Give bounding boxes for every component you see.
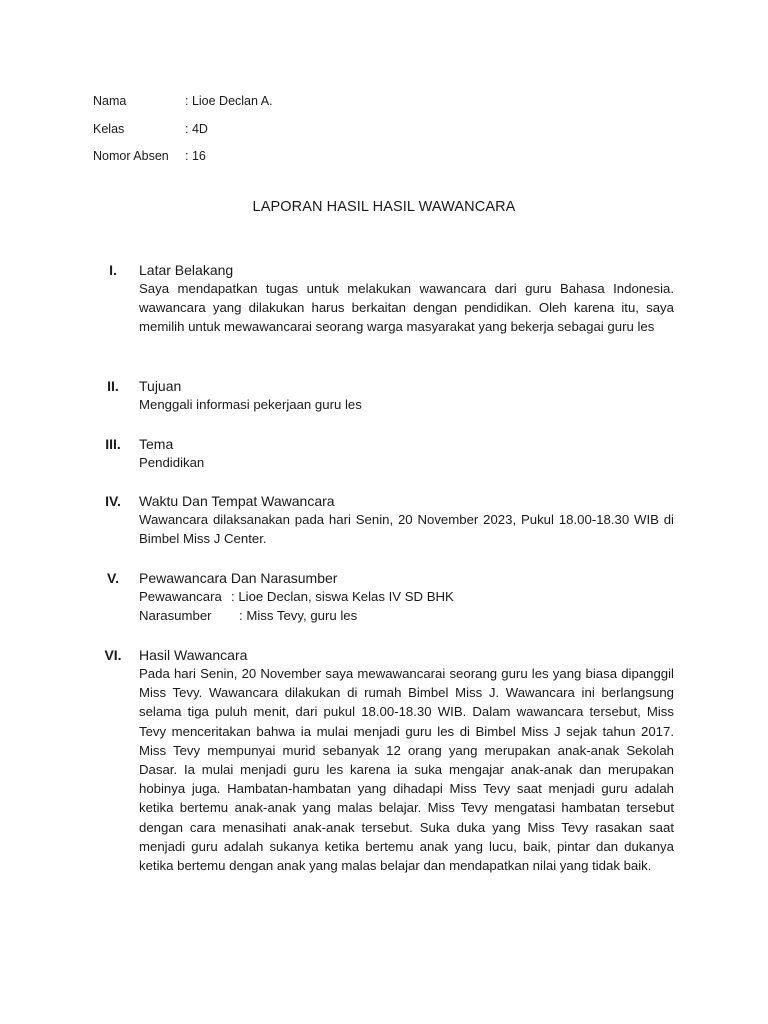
section-participants [93, 568, 674, 628]
participant-value: : Lioe Declan, siswa Kelas IV SD BHK [231, 589, 454, 604]
identity-label: Nomor Absen [93, 149, 169, 163]
section-number: III. [105, 436, 121, 452]
section-body: Wawancara dilaksanakan pada hari Senin, 20 November 2023, Pukul 18.00-18.30 WIB di Bimbel Miss J Center. [139, 512, 674, 547]
section-heading: Tema [139, 436, 174, 452]
section-number: I. [109, 262, 117, 278]
participant-label: Narasumber [139, 608, 212, 624]
section-heading: Hasil Wawancara [139, 647, 248, 663]
student-identity [93, 88, 273, 171]
participant-value: : Miss Tevy, guru les [239, 608, 358, 624]
section-background [93, 260, 674, 360]
section-interview-result [93, 645, 674, 905]
identity-value: : 16 [185, 149, 206, 163]
section-heading: Tujuan [139, 378, 182, 394]
section-time-place [93, 491, 674, 551]
identity-row-number [93, 143, 273, 171]
section-heading: Latar Belakang [139, 262, 234, 278]
section-theme [93, 434, 674, 474]
section-body: Pendidikan [139, 455, 205, 470]
identity-row-name [93, 88, 273, 116]
section-number: VI. [104, 647, 122, 663]
identity-value: : Lioe Declan A. [185, 94, 273, 108]
section-body: Saya mendapatkan tugas untuk melakukan wawancara dari guru Bahasa Indonesia. wawancara yang dilakukan harus berkaitan dengan pendidikan. Oleh karena itu, saya memilih untuk mewawancarai seorang warga masyarakat yang bekerja sebagai guru les [139, 281, 674, 335]
section-number: V. [107, 570, 119, 586]
identity-row-class [93, 116, 273, 144]
report-title: LAPORAN HASIL HASIL WAWANCARA [252, 199, 516, 215]
section-body: Pada hari Senin, 20 November saya mewawancarai seorang guru les yang biasa dipanggil Miss Tevy. Wawancara dilakukan di rumah Bimbel Miss J. Wawancara ini berlangsung selama tiga puluh menit, dari pukul 18.00-18.30 WIB. Dalam wawancara tersebut, Miss Tevy menceritakan bahwa ia mulai menjadi guru les di Bimbel Miss J sejak tahun 2017. Miss Tevy mempunyai murid sebanyak 12 orang yang merupakan anak-anak Sekolah Dasar. Ia mulai menjadi guru les karena ia suka mengajar anak-anak dan merupakan hobinya juga. Hambatan-hambatan yang dihadapi Miss Tevy saat menjadi guru adalah ketika bertemu anak-anak yang malas belajar. Miss Tevy mengatasi hambatan tersebut dengan cara menasihati anak-anak tersebut. Suka duka yang Miss Tevy rasakan saat menjadi guru adalah sukanya ketika bertemu anak yang lucu, baik, pintar dan dukanya ketika bertemu dengan anak yang malas belajar dan mendapatkan nilai yang tidak baik. [139, 666, 674, 874]
section-number: IV. [105, 493, 121, 509]
section-body: Menggali informasi pekerjaan guru les [139, 397, 362, 412]
identity-label: Nama [93, 94, 127, 108]
section-heading: Pewawancara Dan Narasumber [139, 570, 338, 586]
section-body [139, 587, 674, 625]
participant-row [139, 606, 674, 625]
participant-row [139, 587, 674, 606]
section-number: II. [107, 378, 119, 394]
identity-label: Kelas [93, 121, 125, 136]
section-heading: Waktu Dan Tempat Wawancara [139, 493, 335, 509]
section-purpose [93, 376, 674, 416]
participant-label: Pewawancara [139, 589, 222, 604]
identity-value: : 4D [185, 121, 208, 136]
